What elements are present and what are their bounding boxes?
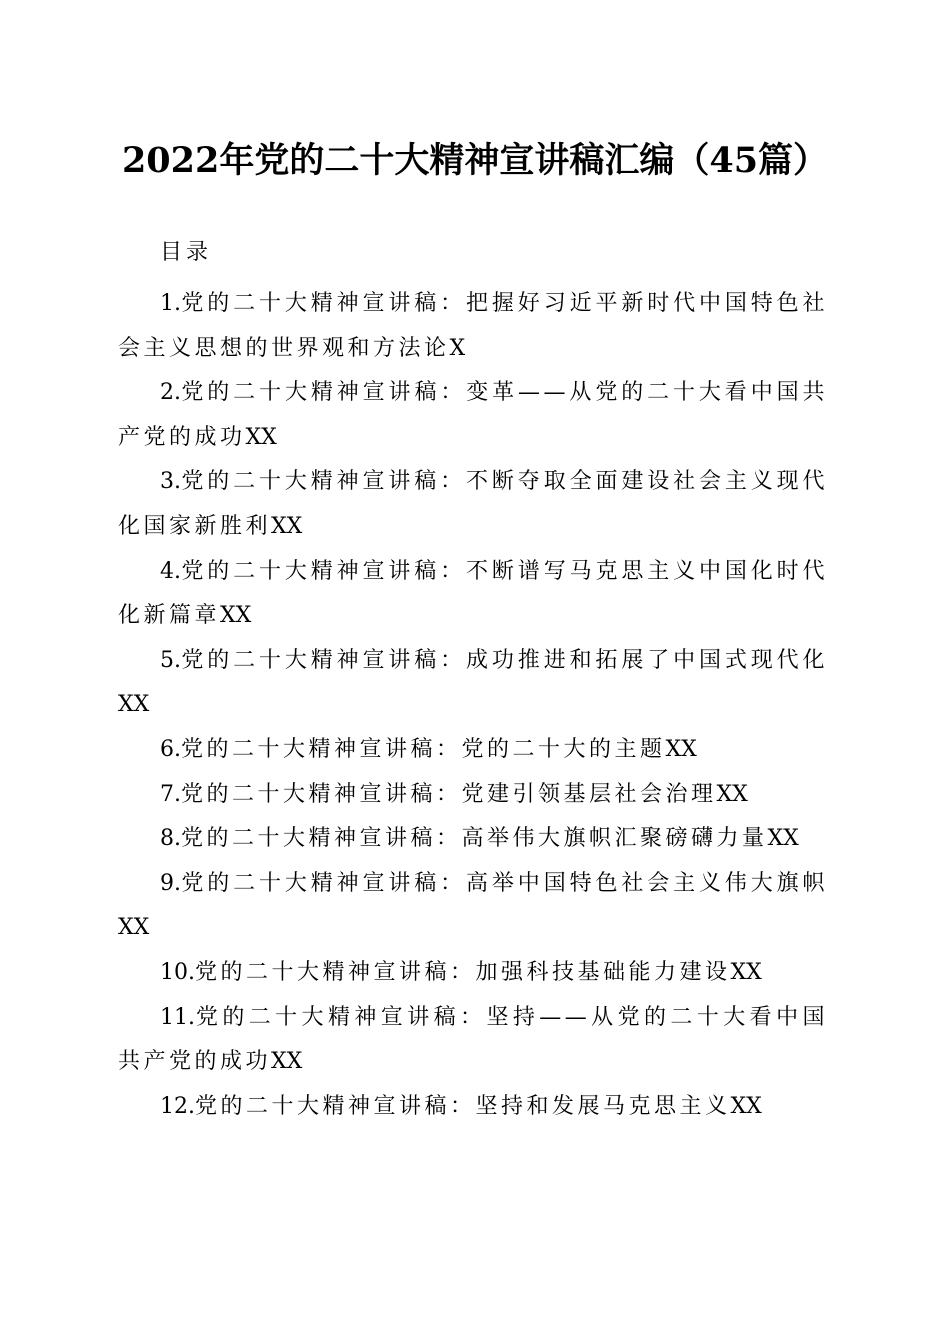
toc-entry-number: 7. (160, 781, 181, 807)
toc-entry-text: 党的二十大精神宣讲稿：坚持——从党的二十大看中国共产党的成功 (118, 1004, 828, 1075)
toc-entry-text: 党的二十大精神宣讲稿：党的二十大的主题 (181, 736, 666, 762)
toc-entry-text: 党的二十大精神宣讲稿：不断谱写马克思主义中国化时代化新篇章 (118, 558, 828, 629)
toc-entry-page: X (449, 335, 466, 361)
toc-heading: 目录 (160, 240, 213, 265)
toc-entry-text: 党的二十大精神宣讲稿：加强科技基础能力建设 (195, 959, 731, 985)
toc-entry[interactable] (118, 862, 828, 951)
toc-entry-page: XX (730, 1093, 762, 1119)
toc-entry[interactable] (118, 996, 828, 1085)
toc-entry-page: XX (665, 736, 697, 762)
toc-entry[interactable] (118, 639, 828, 728)
toc-entry-text: 党的二十大精神宣讲稿：把握好习近平新时代中国特色社会主义思想的世界观和方法论 (118, 291, 828, 361)
toc-entry-text: 党的二十大精神宣讲稿：不断夺取全面建设社会主义现代化国家新胜利 (118, 469, 828, 539)
toc-entry[interactable] (118, 1085, 828, 1130)
toc-entry[interactable] (118, 282, 828, 371)
toc-entry-page: XX (118, 915, 150, 941)
toc-entry-text: 党的二十大精神宣讲稿：高举伟大旗帜汇聚磅礴力量 (181, 826, 768, 852)
table-of-contents (118, 282, 828, 1129)
toc-entry-page: XX (730, 959, 762, 985)
toc-entry-text: 党的二十大精神宣讲稿：变革——从党的二十大看中国共产党的成功 (118, 380, 828, 450)
toc-entry-number: 3. (160, 469, 181, 495)
toc-entry-number: 12. (160, 1093, 195, 1119)
toc-entry-number: 11. (160, 1004, 195, 1030)
toc-entry[interactable] (118, 550, 828, 639)
toc-entry-text: 党的二十大精神宣讲稿：党建引领基层社会治理 (181, 781, 717, 807)
toc-entry-text: 党的二十大精神宣讲稿：高举中国特色社会主义伟大旗帜 (181, 870, 828, 896)
toc-entry[interactable] (118, 460, 828, 549)
toc-entry-number: 1. (160, 291, 181, 316)
document-title: 2022年党的二十大精神宣讲稿汇编（45篇） (121, 140, 829, 181)
toc-entry-number: 8. (160, 826, 181, 852)
toc-entry[interactable] (118, 817, 828, 862)
toc-entry-number: 2. (160, 380, 181, 406)
toc-entry-page: XX (271, 1049, 303, 1075)
toc-entry-page: XX (245, 424, 277, 450)
toc-entry-page: XX (271, 513, 303, 539)
toc-entry-text: 党的二十大精神宣讲稿：成功推进和拓展了中国式现代化 (181, 647, 828, 673)
toc-entry[interactable] (118, 728, 828, 773)
toc-entry[interactable] (118, 773, 828, 818)
toc-entry-number: 6. (160, 736, 181, 762)
toc-entry-number: 5. (160, 647, 181, 673)
toc-entry-text: 党的二十大精神宣讲稿：坚持和发展马克思主义 (195, 1093, 731, 1119)
toc-entry-page: XX (118, 692, 150, 718)
toc-entry-number: 4. (160, 558, 181, 584)
toc-entry-number: 9. (160, 870, 181, 896)
toc-entry[interactable] (118, 951, 828, 996)
toc-entry-page: XX (220, 603, 252, 629)
toc-entry-number: 10. (160, 959, 195, 985)
toc-entry-page: XX (716, 781, 748, 807)
toc-entry[interactable] (118, 371, 828, 460)
toc-entry-page: XX (767, 826, 799, 852)
